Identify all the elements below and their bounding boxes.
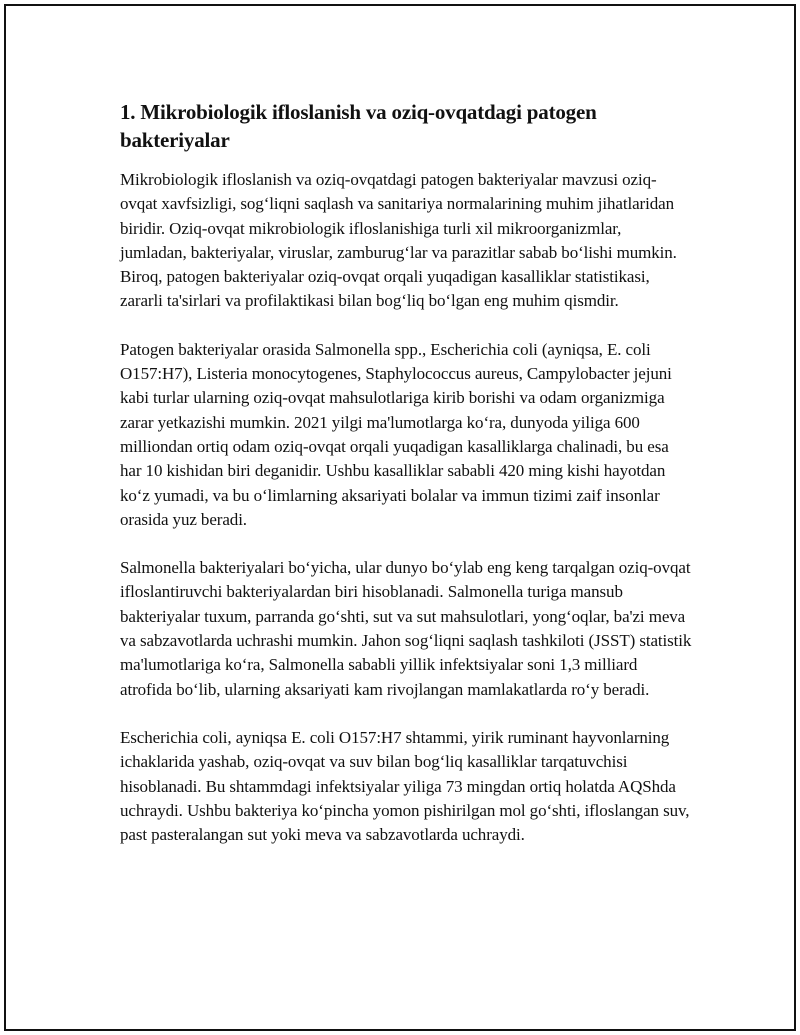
page-frame — [4, 4, 796, 1031]
document-body — [120, 98, 692, 871]
paragraph-salmonella: Salmonella bakteriyalari bo‘yicha, ular dunyo bo‘ylab eng keng tarqalgan oziq-ovqat ifloslantiruvchi bakteriyalardan biri hisoblanadi. Salmonella turiga mansub bakteriyalar tuxum, parranda go‘shti, sut va sut mahsulotlari, yong‘oqlar, ba'zi meva va sabzavotlarda uchrashi mumkin. Jahon sog‘liqni saqlash tashkiloti (JSST) statistik ma'lumotlariga ko‘ra, Salmonella sababli yillik infektsiyalar soni 1,3 milliard atrofida bo‘lib, ularning aksariyati kam rivojlangan mamlakatlarda ro‘y beradi. — [120, 558, 692, 699]
paragraph-intro: Mikrobiologik ifloslanish va oziq-ovqatdagi patogen bakteriyalar mavzusi oziq-ovqat xavfsizligi, sog‘liqni saqlash va sanitariya normalarining muhim jihatlaridan biridir. Oziq-ovqat mikrobiologik ifloslanishiga turli xil mikroorganizmlar, jumladan, bakteriyalar, viruslar, zamburug‘lar va parazitlar sabab bo‘lishi mumkin. Biroq, patogen bakteriyalar oziq-ovqat orqali yuqadigan kasalliklar statistikasi, zararli ta'sirlari va profilaktikasi bilan bog‘liq bo‘lgan eng muhim qismdir. — [120, 170, 677, 311]
section-title: 1. Mikrobiologik ifloslanish va oziq-ovqatdagi patogen bakteriyalar — [120, 100, 597, 152]
paragraph-ecoli: Escherichia coli, ayniqsa E. coli O157:H7 shtammi, yirik ruminant hayvonlarning ichaklarida yashab, oziq-ovqat va suv bilan bog‘liq kasalliklar tarqatuvchisi hisoblanadi. Bu shtammdagi infektsiyalar yiliga 73 mingdan ortiq holatda AQShda uchraydi. Ushbu bakteriya ko‘pincha yomon pishirilgan mol go‘shti, ifloslangan suv, past pasteralangan sut yoki meva va sabzavotlarda uchraydi. — [120, 727, 690, 845]
paragraph-pathogens: Patogen bakteriyalar orasida Salmonella spp., Escherichia coli (ayniqsa, E. coli O157:H7), Listeria monocytogenes, Staphylococcus aureus, Campylobacter jejuni kabi turlar ularning oziq-ovqat mahsulotlariga kirib borishi va odam organizmiga zarar yetkazishi mumkin. 2021 yilgi ma'lumotlarga ko‘ra, dunyoda yiliga 600 milliondan ortiq odam oziq-ovqat orqali yuqadigan kasalliklarga chalinadi, bu esa har 10 kishidan biri deganidir. Ushbu kasalliklar sababli 420 ming kishi hayotdan ko‘z yumadi, va bu o‘limlarning aksariyati bolalar va immun tizimi zaif insonlar orasida yuz beradi. — [120, 339, 672, 529]
